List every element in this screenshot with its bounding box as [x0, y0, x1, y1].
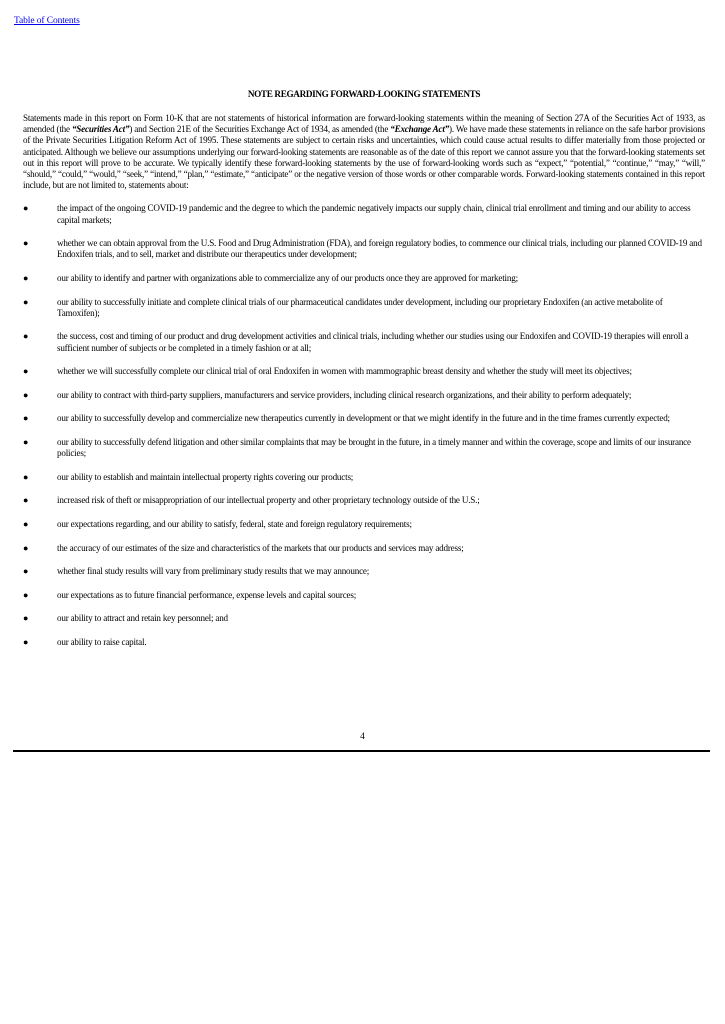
list-item	[23, 543, 705, 554]
list-item-text: our ability to successfully develop and commercialize new therapeutics currently in development or that we might identify in the future and in the time frames currently expected;	[57, 413, 670, 424]
list-item	[23, 297, 705, 319]
intro-text-2: ) and Section 21E of the Securities Exchange Act of 1934, as amended (the	[129, 124, 391, 135]
bullet-icon: ●	[23, 589, 29, 600]
list-item	[23, 519, 705, 530]
list-item-text: our expectations regarding, and our ability to satisfy, federal, state and foreign regulatory requirements;	[57, 518, 412, 529]
securities-act-term: “Securities Act”	[71, 124, 130, 135]
list-item-text: the success, cost and timing of our product and drug development activities and clinical trials, including whether our studies using our Endoxifen and COVID-19 therapies will enroll a sufficient number of subjects or be completed in a timely fashion or at all;	[57, 331, 689, 353]
list-item-text: whether we will successfully complete our clinical trial of oral Endoxifen in women with mammographic breast density and whether the study will meet its objectives;	[57, 366, 632, 377]
bullet-icon: ●	[23, 203, 29, 214]
list-item	[23, 590, 705, 601]
intro-text-3: ). We have made these statements in reliance on the safe harbor provisions of the Private Securities Litigation Reform Act of 1995. These statements are subject to certain risks and uncertainties, which could cause actual results to differ materially from those projected or anticipated. Although we believe our assumptions underlying our forward-looking statements are reasonable as of the date of this report we cannot assure you that the forward-looking statements set out in this report will prove to be accurate. We typically identify these forward-looking statements by the use of forward-looking words such as “expect,” “potential,” “continue,” “may,” “will,” “should,” “could,” “would,” “seek,” “intend,” “plan,” “estimate,” “anticipate” or the negative version of those words or other comparable words. Forward-looking statements contained in this report include, but are not limited to, statements about:	[23, 124, 705, 191]
bullet-icon: ●	[23, 495, 29, 506]
list-item-text: the accuracy of our estimates of the size and characteristics of the markets that our products and services may address;	[57, 542, 464, 553]
list-item	[23, 390, 705, 401]
list-item-text: whether we can obtain approval from the U.S. Food and Drug Administration (FDA), and foreign regulatory bodies, to commence our clinical trials, including our planned COVID-19 and Endoxifen trials, and to sell, market and distribute our therapeutics under development;	[57, 238, 702, 260]
list-item	[23, 566, 705, 577]
list-item	[23, 366, 705, 377]
bullet-icon: ●	[23, 273, 29, 284]
bullet-icon: ●	[23, 413, 29, 424]
section-heading: NOTE REGARDING FORWARD-LOOKING STATEMENTS	[247, 89, 481, 99]
list-item-text: our ability to raise capital.	[57, 636, 147, 647]
page-divider	[13, 750, 710, 752]
page-number: 4	[360, 732, 365, 742]
bullet-icon: ●	[23, 436, 29, 447]
list-item-text: the impact of the ongoing COVID-19 pandemic and the degree to which the pandemic negatively impacts our supply chain, clinical trial enrollment and timing and our ability to access capital markets;	[57, 203, 691, 225]
list-item	[23, 495, 705, 506]
list-item	[23, 437, 705, 459]
bullet-icon: ●	[23, 542, 29, 553]
list-item	[23, 472, 705, 483]
list-item	[23, 613, 705, 624]
list-item	[23, 637, 705, 648]
intro-text-1: Statements made in this report on Form 10-K that are not statements of historical information are forward-looking statements within the meaning of Section 27A of the Securities Act of 1933, as amended (the	[23, 113, 705, 135]
list-item	[23, 203, 705, 225]
list-item-text: our expectations as to future financial performance, expense levels and capital sources;	[57, 589, 357, 600]
list-item-text: increased risk of theft or misappropriation of our intellectual property and other proprietary technology outside of the U.S.;	[57, 495, 480, 506]
bullet-icon: ●	[23, 471, 29, 482]
bullet-icon: ●	[23, 331, 29, 342]
bullet-icon: ●	[23, 636, 29, 647]
intro-paragraph	[23, 113, 705, 191]
bullet-icon: ●	[23, 366, 29, 377]
list-item-text: our ability to contract with third-party suppliers, manufacturers and service providers, including clinical research organizations, and their ability to perform adequately;	[57, 389, 632, 400]
document-body	[23, 88, 705, 661]
bullet-icon: ●	[23, 389, 29, 400]
exchange-act-term: “Exchange Act”	[390, 124, 450, 135]
list-item	[23, 238, 705, 260]
list-item-text: whether final study results will vary from preliminary study results that we may announce;	[57, 566, 370, 577]
bullet-icon: ●	[23, 566, 29, 577]
forward-looking-list	[23, 203, 705, 648]
bullet-icon: ●	[23, 296, 29, 307]
list-item-text: our ability to identify and partner with organizations able to commercialize any of our products once they are approved for marketing;	[57, 273, 518, 284]
list-item	[23, 413, 705, 424]
list-item-text: our ability to attract and retain key personnel; and	[57, 613, 228, 624]
bullet-icon: ●	[23, 238, 29, 249]
list-item-text: our ability to successfully initiate and complete clinical trials of our pharmaceutical candidates under development, including our proprietary Endoxifen (an active metabolite of Tamoxifen);	[57, 296, 663, 318]
bullet-icon: ●	[23, 613, 29, 624]
list-item	[23, 273, 705, 284]
list-item-text: our ability to establish and maintain intellectual property rights covering our products;	[57, 471, 354, 482]
bullet-icon: ●	[23, 518, 29, 529]
list-item	[23, 331, 705, 353]
list-item-text: our ability to successfully defend litigation and other similar complaints that may be brought in the future, in a timely manner and within the coverage, scope and limits of our insurance policies;	[57, 436, 691, 459]
table-of-contents-link[interactable]: Table of Contents	[14, 16, 80, 26]
